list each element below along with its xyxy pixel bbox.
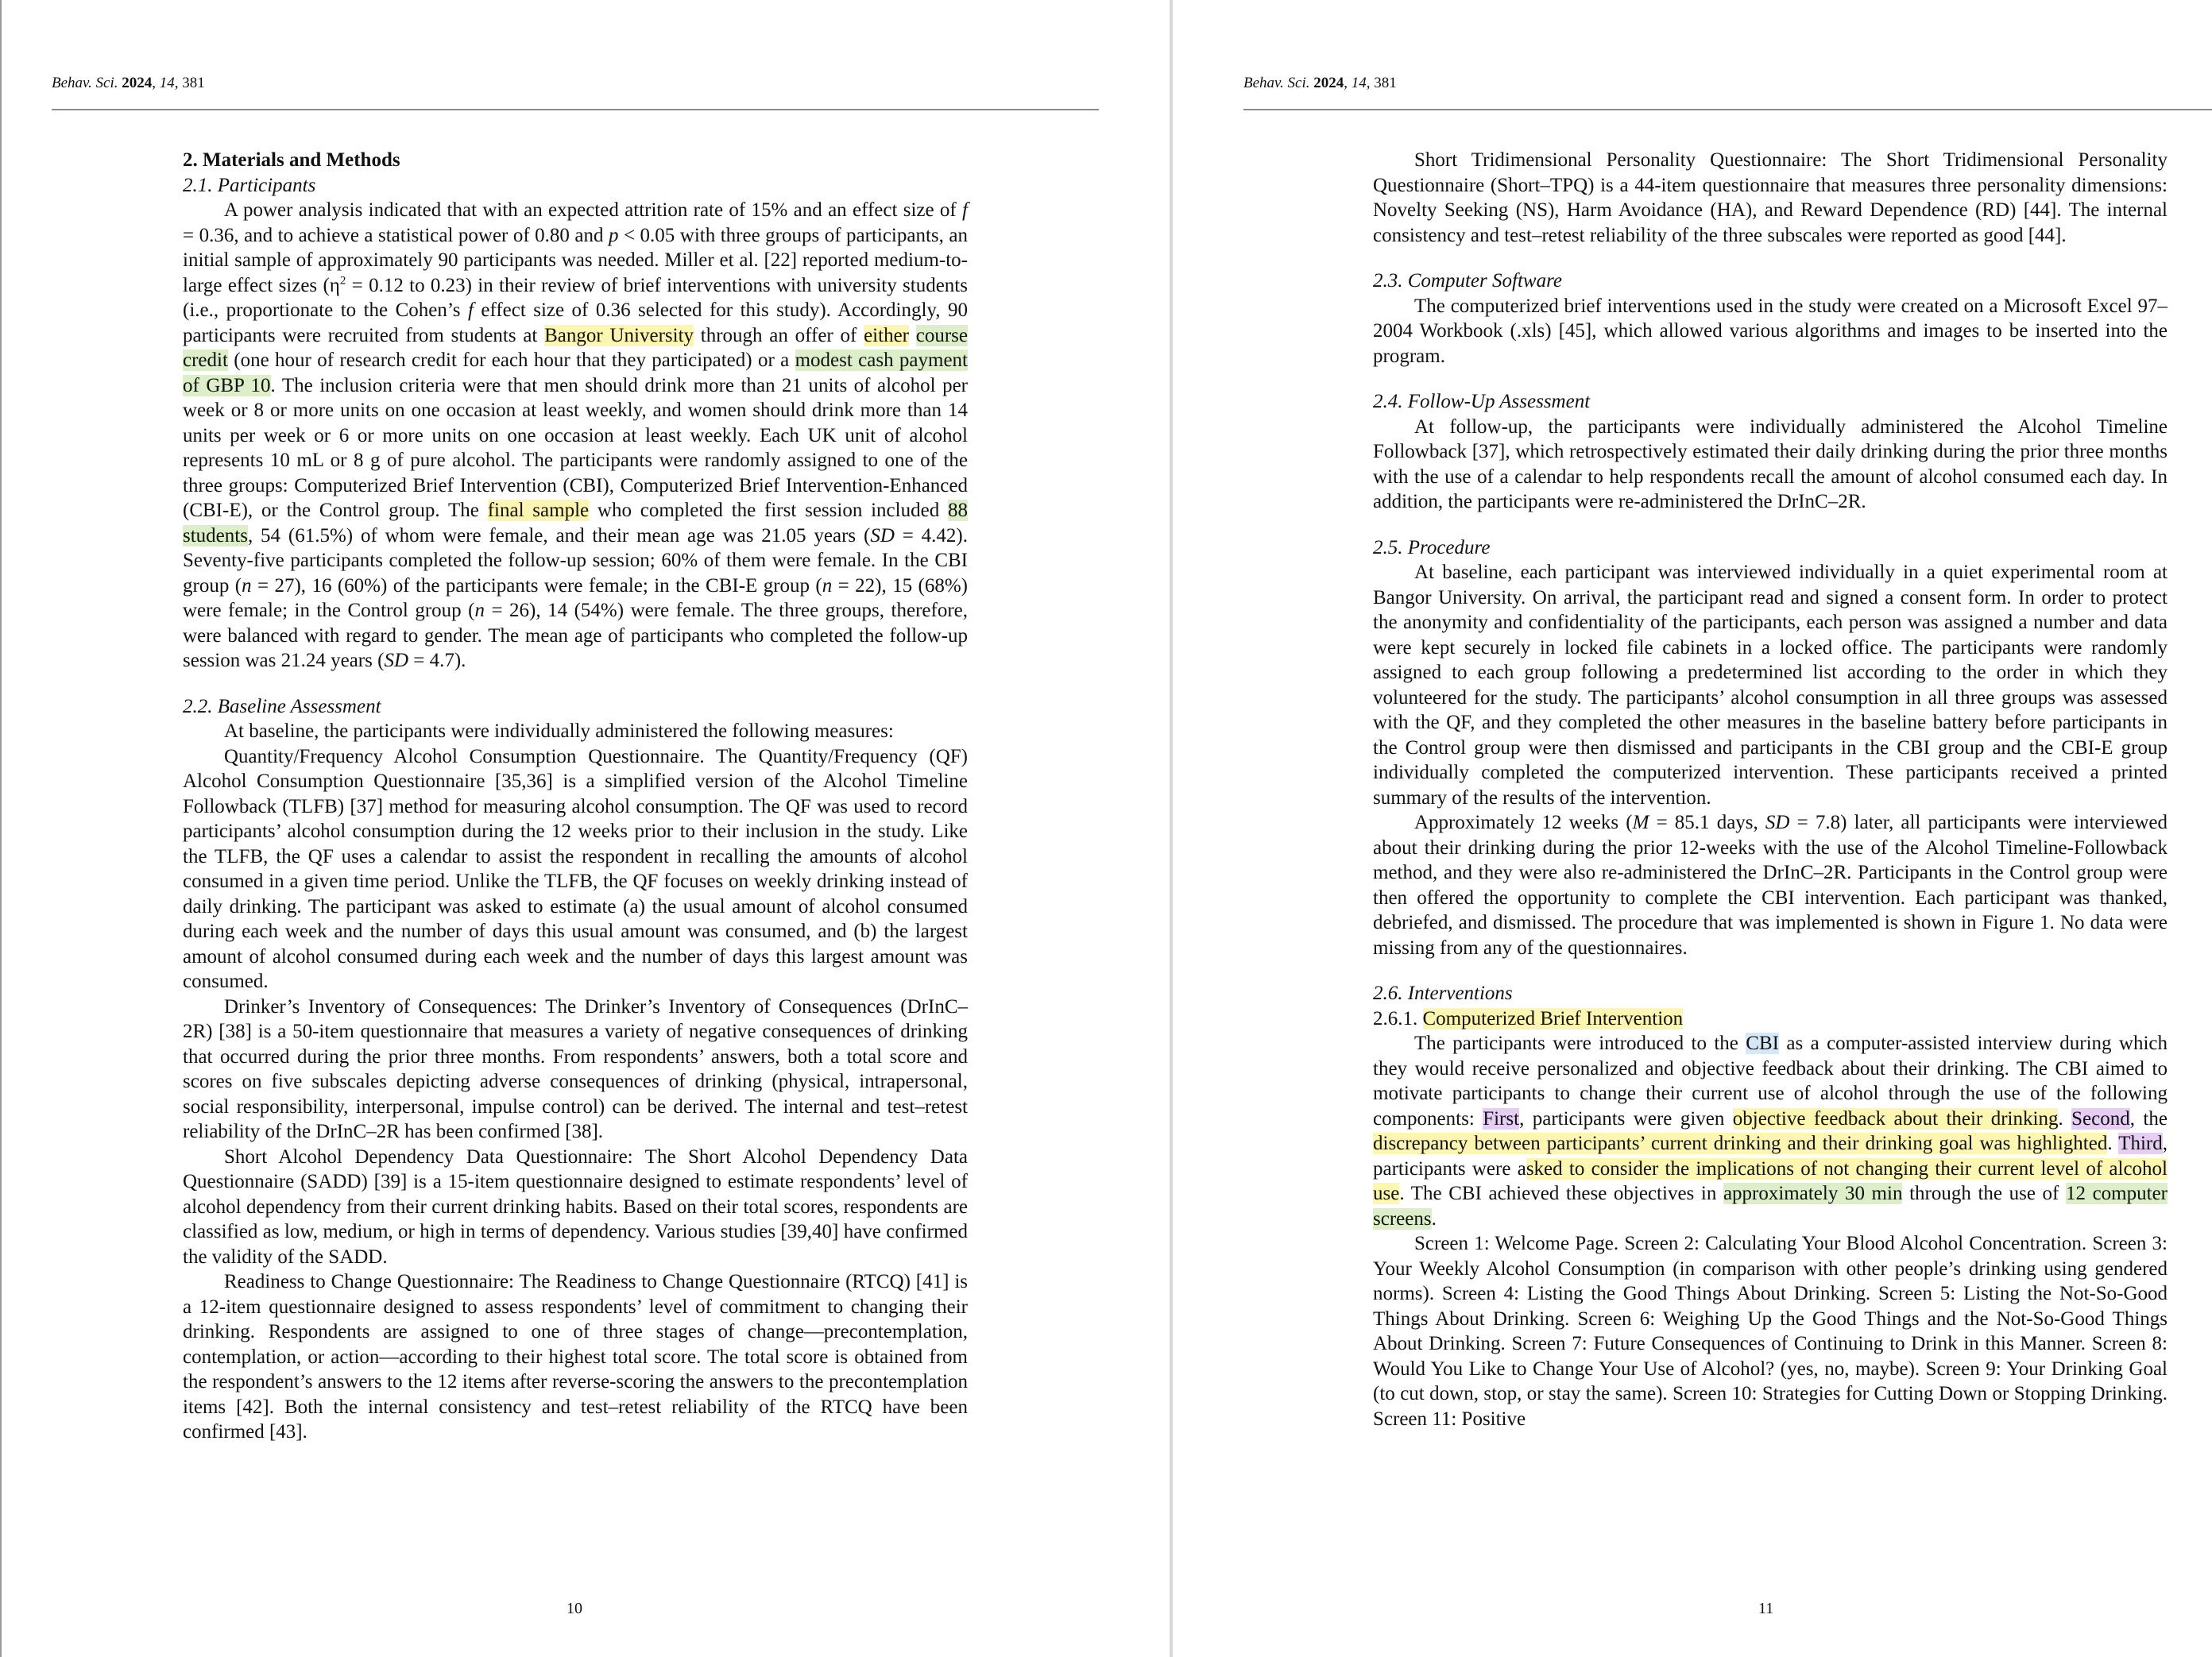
highlight-third[interactable]: Third: [2118, 1133, 2163, 1154]
text-column: [183, 148, 968, 1445]
highlight-bangor[interactable]: Bangor University: [544, 324, 694, 346]
highlight-implications[interactable]: sked to consider the implications of not changing their current level of alcohol use: [1373, 1157, 2168, 1204]
section-heading: 2. Materials and Methods: [183, 149, 400, 171]
highlight-12-screens[interactable]: 12 computer screens: [1373, 1183, 2168, 1230]
header-rule: [52, 109, 1099, 110]
highlight-cbi-title[interactable]: Computerized Brief Intervention: [1422, 1007, 1684, 1029]
paragraph[interactable]: Short Alcohol Dependency Data Questionnaire: The Short Alcohol Dependency Data Questionnaire (SADD) [39] is a 15-item questionnaire designed to estimate respondents’ level of alcohol dependency from their current drinking habits. Based on their total scores, respondents are classified as low, medium, or high in terms of dependency. Various studies [39,40] have confirmed the validity of the SADD.: [183, 1145, 968, 1268]
running-head: Behav. Sci. 2024, 14, 381: [52, 75, 205, 91]
highlight-course-credit[interactable]: course credit: [183, 324, 968, 371]
subsubsection-heading: 2.6.1. Computerized Brief Intervention: [1373, 1007, 1684, 1029]
paragraph[interactable]: Drinker’s Inventory of Consequences: The Drinker’s Inventory of Consequences (DrInC–2R) [38] is a 50-item questionnaire that measures a variety of negative consequences of drinking that occurred during the prior three months. From respondents’ answers, both a total score and scores on five subscales depicting adverse consequences of drinking (physical, intrapersonal, social responsibility, interpersonal, impulse control) can be derived. The internal and test–retest reliability of the DrInC–2R has been confirmed [38].: [183, 995, 968, 1142]
right-page: [1173, 0, 2212, 1657]
paragraph[interactable]: Short Tridimensional Personality Questionnaire: The Short Tridimensional Personality Questionnaire (Short–TPQ) is a 44-item questionnaire that measures three personality dimensions: Novelty Seeking (NS), Harm Avoidance (HA), and Reward Dependence (RD) [44]. The internal consistency and test–retest reliability of the three subscales were reported as good [44].: [1373, 149, 2168, 246]
highlight-final-sample[interactable]: final sample: [487, 500, 590, 521]
paragraph[interactable]: At baseline, each participant was interviewed individually in a quiet experimental room at Bangor University. On arrival, the participant read and signed a consent form. In order to protect the anonymity and confidentiality of the participants, each person was assigned a number and data were kept securely in locked file cabinets in a locked office. The participants were randomly assigned to each group following a predetermined list according to the order in which they volunteered for the study. The participants’ alcohol consumption in all three groups was assessed with the QF, and they completed the other measures in the baseline battery before participants in the Control group were then dismissed and participants in the CBI group and the CBI-E group individually completed the computerized intervention. These participants received a printed summary of the results of the intervention.: [1373, 562, 2168, 809]
paragraph[interactable]: A power analysis indicated that with an expected attrition rate of 15% and an effect size of f = 0.36, and to achieve a statistical power of 0.80 and p < 0.05 with three groups of participants, an initial sample of approximately 90 participants was needed. Miller et al. [22] reported medium-to-large effect sizes ($\eta^2 = 0.12$ to 0.23) in their review of brief interventions with university students (i.e., proportionate to the Cohen’s f effect size of 0.36 selected for this study). Accordingly, 90 participants were recruited from students at Bangor University through an offer of either course credit (one hour of research credit for each hour that they participated) or a modest cash payment of GBP 10. The inclusion criteria were that men should drink more than 21 units of alcohol per week or 8 or more units on one occasion at least weekly, and women should drink more than 14 units per week or 6 or more units on one occasion at least weekly. Each UK unit of alcohol represents 10 mL or 8 g of pure alcohol. The participants were randomly assigned to one of the three groups: Computerized Brief Intervention (CBI), Computerized Brief Intervention-Enhanced (CBI-E), or the Control group. The final sample who completed the first session included 88 students, 54 (61.5%) of whom were female, and their mean age was 21.05 years (SD = 4.42). Seventy-five participants completed the follow-up session; 60% of them were female. In the CBI group (n = 27), 16 (60%) of the participants were female; in the CBI-E group (n = 22), 15 (68%) were female; in the Control group (n = 26), 14 (54%) were female. The three groups, therefore, were balanced with regard to gender. The mean age of participants who completed the follow-up session was 21.24 years (SD = 4.7).: [183, 199, 969, 671]
page-number: 11: [1758, 1600, 1774, 1617]
paragraph[interactable]: At follow-up, the participants were individually administered the Alcohol Timeline Followback [37], which retrospectively estimated their daily drinking during the prior three months with the use of a calendar to help respondents recall the amount of alcohol consumed each day. In addition, the participants were re-administered the DrInC–2R.: [1373, 415, 2168, 512]
paragraph[interactable]: Readiness to Change Questionnaire: The Readiness to Change Questionnaire (RTCQ) [41] is a 12-item questionnaire designed to assess respondents’ level of commitment to changing their drinking. Respondents are assigned to one of three stages of change—precontemplation, contemplation, or action—according to their highest total score. The total score is obtained from the respondent’s answers to the 12 items after reverse-scoring the answers to the precontemplation items [42]. Both the internal consistency and test–retest reliability of the RTCQ have been confirmed [43].: [183, 1271, 968, 1443]
text-column: [1373, 148, 2168, 1431]
window-edge: [0, 0, 2, 1657]
highlight-first[interactable]: First: [1483, 1107, 1520, 1130]
subsection-heading: 2.6. Interventions: [1373, 983, 1513, 1004]
paragraph[interactable]: The participants were introduced to the CBI as a computer-assisted interview during which they would receive personalized and objective feedback about their drinking. The CBI aimed to motivate participants to change their current use of alcohol through the use of the following components: First, participants were given objective feedback about their drinking. Second, the discrepancy between participants’ current drinking and their drinking goal was highlighted. Third, participants were asked to consider the implications of not changing their current level of alcohol use. The CBI achieved these objectives in approximately 30 min through the use of 12 computer screens.: [1373, 1033, 2168, 1230]
highlight-88-students[interactable]: 88 students: [183, 500, 968, 547]
highlight-30-min[interactable]: approximately 30 min: [1723, 1183, 1903, 1204]
highlight-cash-payment[interactable]: modest cash payment of GBP 10: [183, 350, 968, 396]
highlight-discrepancy[interactable]: discrepancy between participants’ current drinking and their drinking goal was highlighted: [1373, 1133, 2108, 1154]
header-rule: [1243, 109, 2212, 110]
subsection-heading: 2.5. Procedure: [1373, 536, 1491, 558]
highlight-objective-feedback[interactable]: objective feedback about their drinking: [1732, 1107, 2059, 1130]
page-number: 10: [567, 1600, 582, 1617]
subsection-heading: 2.2. Baseline Assessment: [183, 695, 381, 717]
paragraph[interactable]: Quantity/Frequency Alcohol Consumption Questionnaire. The Quantity/Frequency (QF) Alcohol Consumption Questionnaire [35,36] is a simplified version of the Alcohol Timeline Followback (TLFB) [37] method for measuring alcohol consumption. The QF was used to record participants’ alcohol consumption during the 12 weeks prior to their inclusion in the study. Like the TLFB, the QF uses a calendar to assist the respondent in recalling the amounts of alcohol consumed in a given time period. Unlike the TLFB, the QF focuses on weekly drinking instead of daily drinking. The participant was asked to estimate (a) the usual amount of alcohol consumed during each week and the number of days this usual amount was consumed, and (b) the largest amount of alcohol consumed during each week and the number of days this largest amount was consumed.: [183, 745, 968, 992]
highlight-cbi[interactable]: CBI: [1746, 1033, 1779, 1054]
subsection-heading: 2.4. Follow-Up Assessment: [1373, 391, 1591, 412]
highlight-second[interactable]: Second: [2071, 1107, 2130, 1130]
running-head: Behav. Sci. 2024, 14, 381: [1243, 75, 1397, 91]
subsection-heading: 2.1. Participants: [183, 174, 316, 196]
paragraph[interactable]: The computerized brief interventions used in the study were created on a Microsoft Excel 97–2004 Workbook (.xls) [45], which allowed various algorithms and images to be inserted into the program.: [1373, 295, 2168, 367]
subsection-heading: 2.3. Computer Software: [1373, 270, 1562, 292]
paragraph[interactable]: Screen 1: Welcome Page. Screen 2: Calculating Your Blood Alcohol Concentration. Screen 3: Your Weekly Alcohol Consumption (in comparison with other people’s drinking using gendered norms). Screen 4: Listing the Good Things About Drinking. Screen 5: Listing the Not-So-Good Things About Drinking. Screen 6: Weighing Up the Good Things and the Not-So-Good Things About Drinking. Screen 7: Future Consequences of Continuing to Drink in this Manner. Screen 8: Would You Like to Change Your Use of Alcohol? (yes, no, maybe). Screen 9: Your Drinking Goal (to cut down, stop, or stay the same). Screen 10: Strategies for Cutting Down or Stopping Drinking. Screen 11: Positive: [1373, 1233, 2168, 1430]
highlight-either[interactable]: either: [864, 324, 909, 346]
paragraph[interactable]: At baseline, the participants were individually administered the following measures:: [224, 720, 894, 742]
paragraph[interactable]: Approximately 12 weeks (M = 85.1 days, SD = 7.8) later, all participants were interviewed about their drinking during the prior 12-weeks with the use of the Alcohol Timeline-Followback method, and they were also re-administered the DrInC–2R. Participants in the Control group were then offered the opportunity to complete the CBI intervention. Each participant was thanked, debriefed, and dismissed. The procedure that was implemented is shown in Figure 1. No data were missing from any of the questionnaires.: [1373, 812, 2168, 959]
